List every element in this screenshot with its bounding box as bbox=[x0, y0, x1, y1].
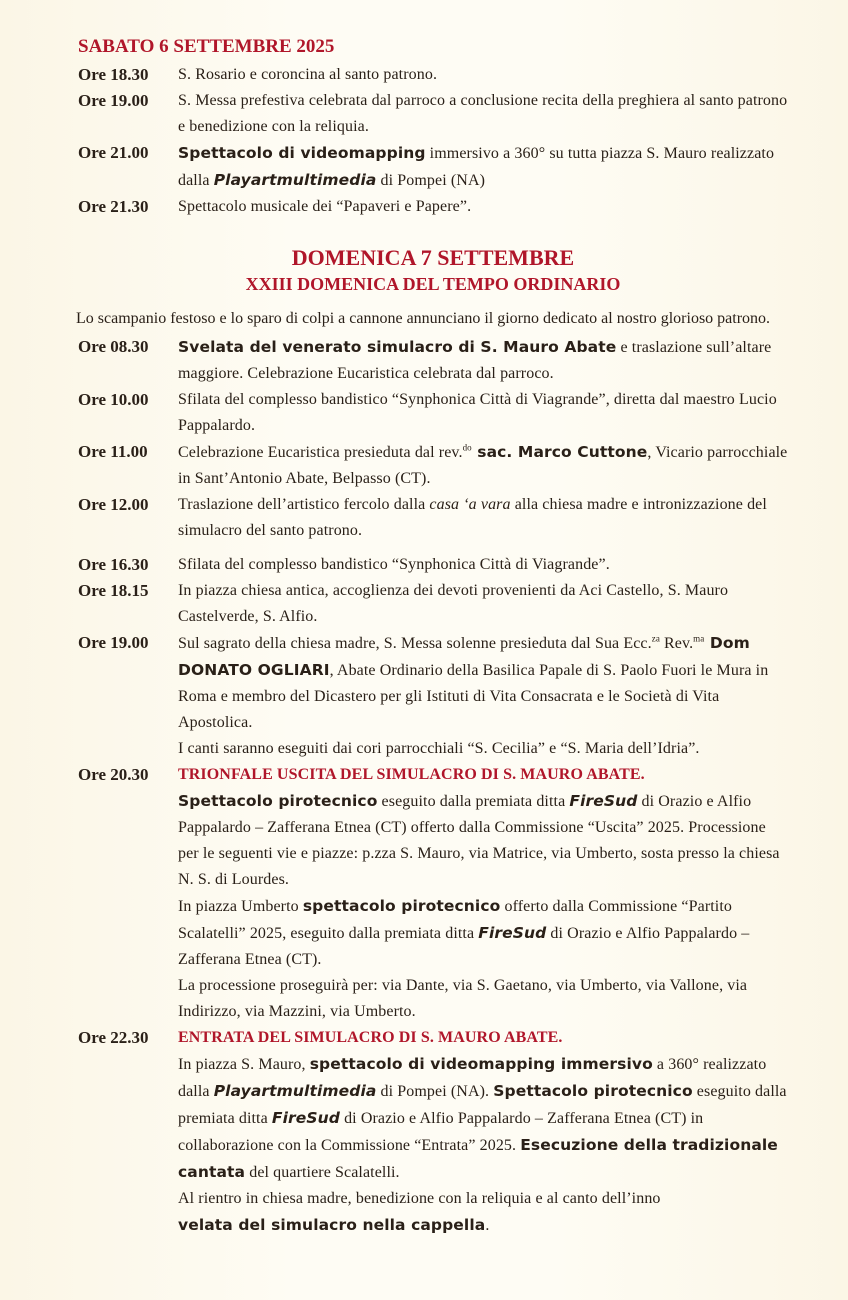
paragraph bbox=[178, 630, 788, 736]
text: Sul sagrato della chiesa madre, S. Messa solenne presieduta dal Sua Ecc. bbox=[178, 635, 652, 652]
bold-text: spettacolo pirotecnico bbox=[302, 897, 501, 915]
event-desc bbox=[178, 762, 788, 1025]
event-row bbox=[78, 194, 788, 220]
event-time: Ore 20.30 bbox=[78, 765, 149, 784]
event-desc: S. Messa prefestiva celebrata dal parroco a conclusione recita della preghiera al santo patrono e benedizione con la reliquia. bbox=[178, 92, 788, 135]
event-row bbox=[78, 140, 788, 194]
event-title: TRIONFALE USCITA DEL SIMULACRO DI S. MAURO ABATE. bbox=[178, 766, 645, 783]
paragraph: I canti saranno eseguiti dai cori parrocchiali “S. Cecilia” e “S. Maria dell’Idria”. bbox=[178, 740, 700, 757]
text: In piazza Umberto bbox=[178, 898, 303, 915]
text: di Orazio e Alfio Pappalardo – Zafferana Etnea (CT) in collaborazione con la Commissione “Entrata” 2025. bbox=[178, 1110, 704, 1154]
paragraph bbox=[178, 1051, 788, 1186]
bold-text: Spettacolo pirotecnico bbox=[178, 792, 378, 810]
text: , Abate Ordinario della Basilica Papale di S. Paolo Fuori le Mura in Roma e membro del Dicastero per gli Istituti di Vita Consacrata e le Società di Vita Apostolica. bbox=[178, 662, 769, 731]
event-row bbox=[78, 387, 788, 439]
event-row bbox=[78, 62, 788, 88]
text: di Orazio e Alfio Pappalardo – Zafferana Etnea (CT) offerto dalla Commissione “Uscita” 2025. Processione per le seguenti vie e piazze: p.zza S. Mauro, via Matrice, via Umberto, sosta presso la chiesa N. S. di Lourdes. bbox=[178, 793, 780, 888]
bold-text: spettacolo di videomapping immersivo bbox=[309, 1055, 653, 1073]
event-time: Ore 19.00 bbox=[78, 633, 149, 652]
bold-text: velata del simulacro nella cappella bbox=[178, 1216, 486, 1234]
event-desc bbox=[178, 140, 788, 194]
text: alla chiesa madre e intronizzazione del simulacro del santo patrono. bbox=[178, 496, 767, 539]
event-time: Ore 16.30 bbox=[78, 555, 149, 574]
event-row bbox=[78, 439, 788, 492]
event-row bbox=[78, 552, 788, 578]
bold-italic-text: Playartmultimedia bbox=[213, 171, 377, 189]
text: . bbox=[485, 1217, 490, 1234]
event-time: Ore 19.00 bbox=[78, 91, 149, 110]
paragraph: Al rientro in chiesa madre, benedizione con la reliquia e al canto dell’inno bbox=[178, 1190, 661, 1207]
text: Celebrazione Eucaristica presieduta dal rev. bbox=[178, 444, 463, 461]
event-time: Ore 11.00 bbox=[78, 442, 148, 461]
paragraph: La processione proseguirà per: via Dante, via S. Gaetano, via Umberto, via Vallone, via Indirizzo, via Mazzini, via Umberto. bbox=[178, 977, 748, 1020]
text: Traslazione dell’artistico fercolo dalla bbox=[178, 496, 430, 513]
superscript: do bbox=[462, 442, 472, 453]
text: In piazza S. Mauro, bbox=[178, 1056, 310, 1073]
text: e traslazione sull’altare maggiore. Celebrazione Eucaristica celebrata dal parroco. bbox=[178, 339, 772, 382]
event-desc: In piazza chiesa antica, accoglienza dei devoti provenienti da Aci Castello, S. Mauro Castelverde, S. Alfio. bbox=[178, 582, 729, 625]
text: eseguito dalla premiata ditta bbox=[178, 1083, 787, 1127]
event-row bbox=[78, 630, 788, 762]
event-time: Ore 22.30 bbox=[78, 1028, 149, 1047]
sunday-header: DOMENICA 7 SETTEMBRE bbox=[291, 245, 575, 270]
event-desc: Sfilata del complesso bandistico “Synphonica Città di Viagrande”. bbox=[178, 556, 610, 573]
bold-text: Spettacolo di videomapping bbox=[178, 144, 426, 162]
event-row bbox=[78, 1025, 788, 1239]
event-desc bbox=[178, 1025, 788, 1239]
text: a 360° realizzato dalla bbox=[178, 1056, 767, 1100]
text: di Orazio e Alfio Pappalardo – Zafferana Etnea (CT). bbox=[178, 925, 750, 968]
text: offerto dalla Commissione “Partito Scalatelli” 2025, eseguito dalla premiata ditta bbox=[178, 898, 732, 942]
event-time: Ore 21.00 bbox=[78, 143, 149, 162]
event-time: Ore 10.00 bbox=[78, 390, 149, 409]
event-desc: S. Rosario e coroncina al santo patrono. bbox=[178, 66, 438, 83]
bold-text: Spettacolo pirotecnico bbox=[493, 1082, 693, 1100]
superscript: za bbox=[651, 633, 660, 644]
bold-italic-text: FireSud bbox=[271, 1109, 340, 1127]
event-desc bbox=[178, 630, 788, 762]
bold-text: Esecuzione della tradizionale cantata bbox=[178, 1136, 778, 1181]
sunday-intro: Lo scampanio festoso e lo sparo di colpi a cannone annunciano il giorno dedicato al nostro glorioso patrono. bbox=[76, 310, 771, 327]
event-desc: Sfilata del complesso bandistico “Synphonica Città di Viagrande”, diretta dal maestro Lucio Pappalardo. bbox=[178, 391, 777, 434]
text: immersivo a 360° su tutta piazza S. Mauro realizzato dalla bbox=[178, 145, 775, 189]
event-row bbox=[78, 578, 788, 630]
text: Rev. bbox=[659, 635, 694, 652]
text: eseguito dalla premiata ditta bbox=[377, 793, 570, 810]
saturday-header: SABATO 6 SETTEMBRE 2025 bbox=[78, 36, 335, 57]
event-time: Ore 08.30 bbox=[78, 337, 149, 356]
event-row bbox=[78, 762, 788, 1025]
event-desc bbox=[178, 492, 788, 544]
paragraph bbox=[178, 893, 788, 973]
paragraph bbox=[178, 788, 788, 893]
event-desc bbox=[178, 439, 788, 492]
event-desc bbox=[178, 334, 788, 387]
event-title: ENTRATA DEL SIMULACRO DI S. MAURO ABATE. bbox=[178, 1029, 563, 1046]
bold-text: Dom DONATO OGLIARI bbox=[178, 634, 750, 679]
event-time: Ore 18.15 bbox=[78, 581, 149, 600]
bold-text: Svelata del venerato simulacro di S. Mauro Abate bbox=[178, 338, 617, 356]
italic-text: casa ‘a vara bbox=[429, 496, 511, 513]
event-row bbox=[78, 334, 788, 387]
event-row bbox=[78, 492, 788, 544]
event-desc: Spettacolo musicale dei “Papaveri e Papere”. bbox=[178, 198, 472, 215]
superscript: ma bbox=[693, 633, 705, 644]
paragraph bbox=[178, 1212, 788, 1239]
event-time: Ore 18.30 bbox=[78, 65, 149, 84]
bold-italic-text: Playartmultimedia bbox=[213, 1082, 377, 1100]
text: del quartiere Scalatelli. bbox=[245, 1164, 400, 1181]
event-time: Ore 21.30 bbox=[78, 197, 149, 216]
bold-italic-text: FireSud bbox=[569, 792, 638, 810]
text: , Vicario parrocchiale in Sant’Antonio Abate, Belpasso (CT). bbox=[178, 444, 788, 487]
text: di Pompei (NA) bbox=[376, 172, 486, 189]
event-row bbox=[78, 88, 788, 140]
sunday-subheader: XXIII DOMENICA DEL TEMPO ORDINARIO bbox=[245, 274, 621, 294]
bold-text: sac. Marco Cuttone bbox=[471, 443, 648, 461]
event-time: Ore 12.00 bbox=[78, 495, 149, 514]
bold-italic-text: FireSud bbox=[478, 924, 547, 942]
text: di Pompei (NA). bbox=[376, 1083, 494, 1100]
